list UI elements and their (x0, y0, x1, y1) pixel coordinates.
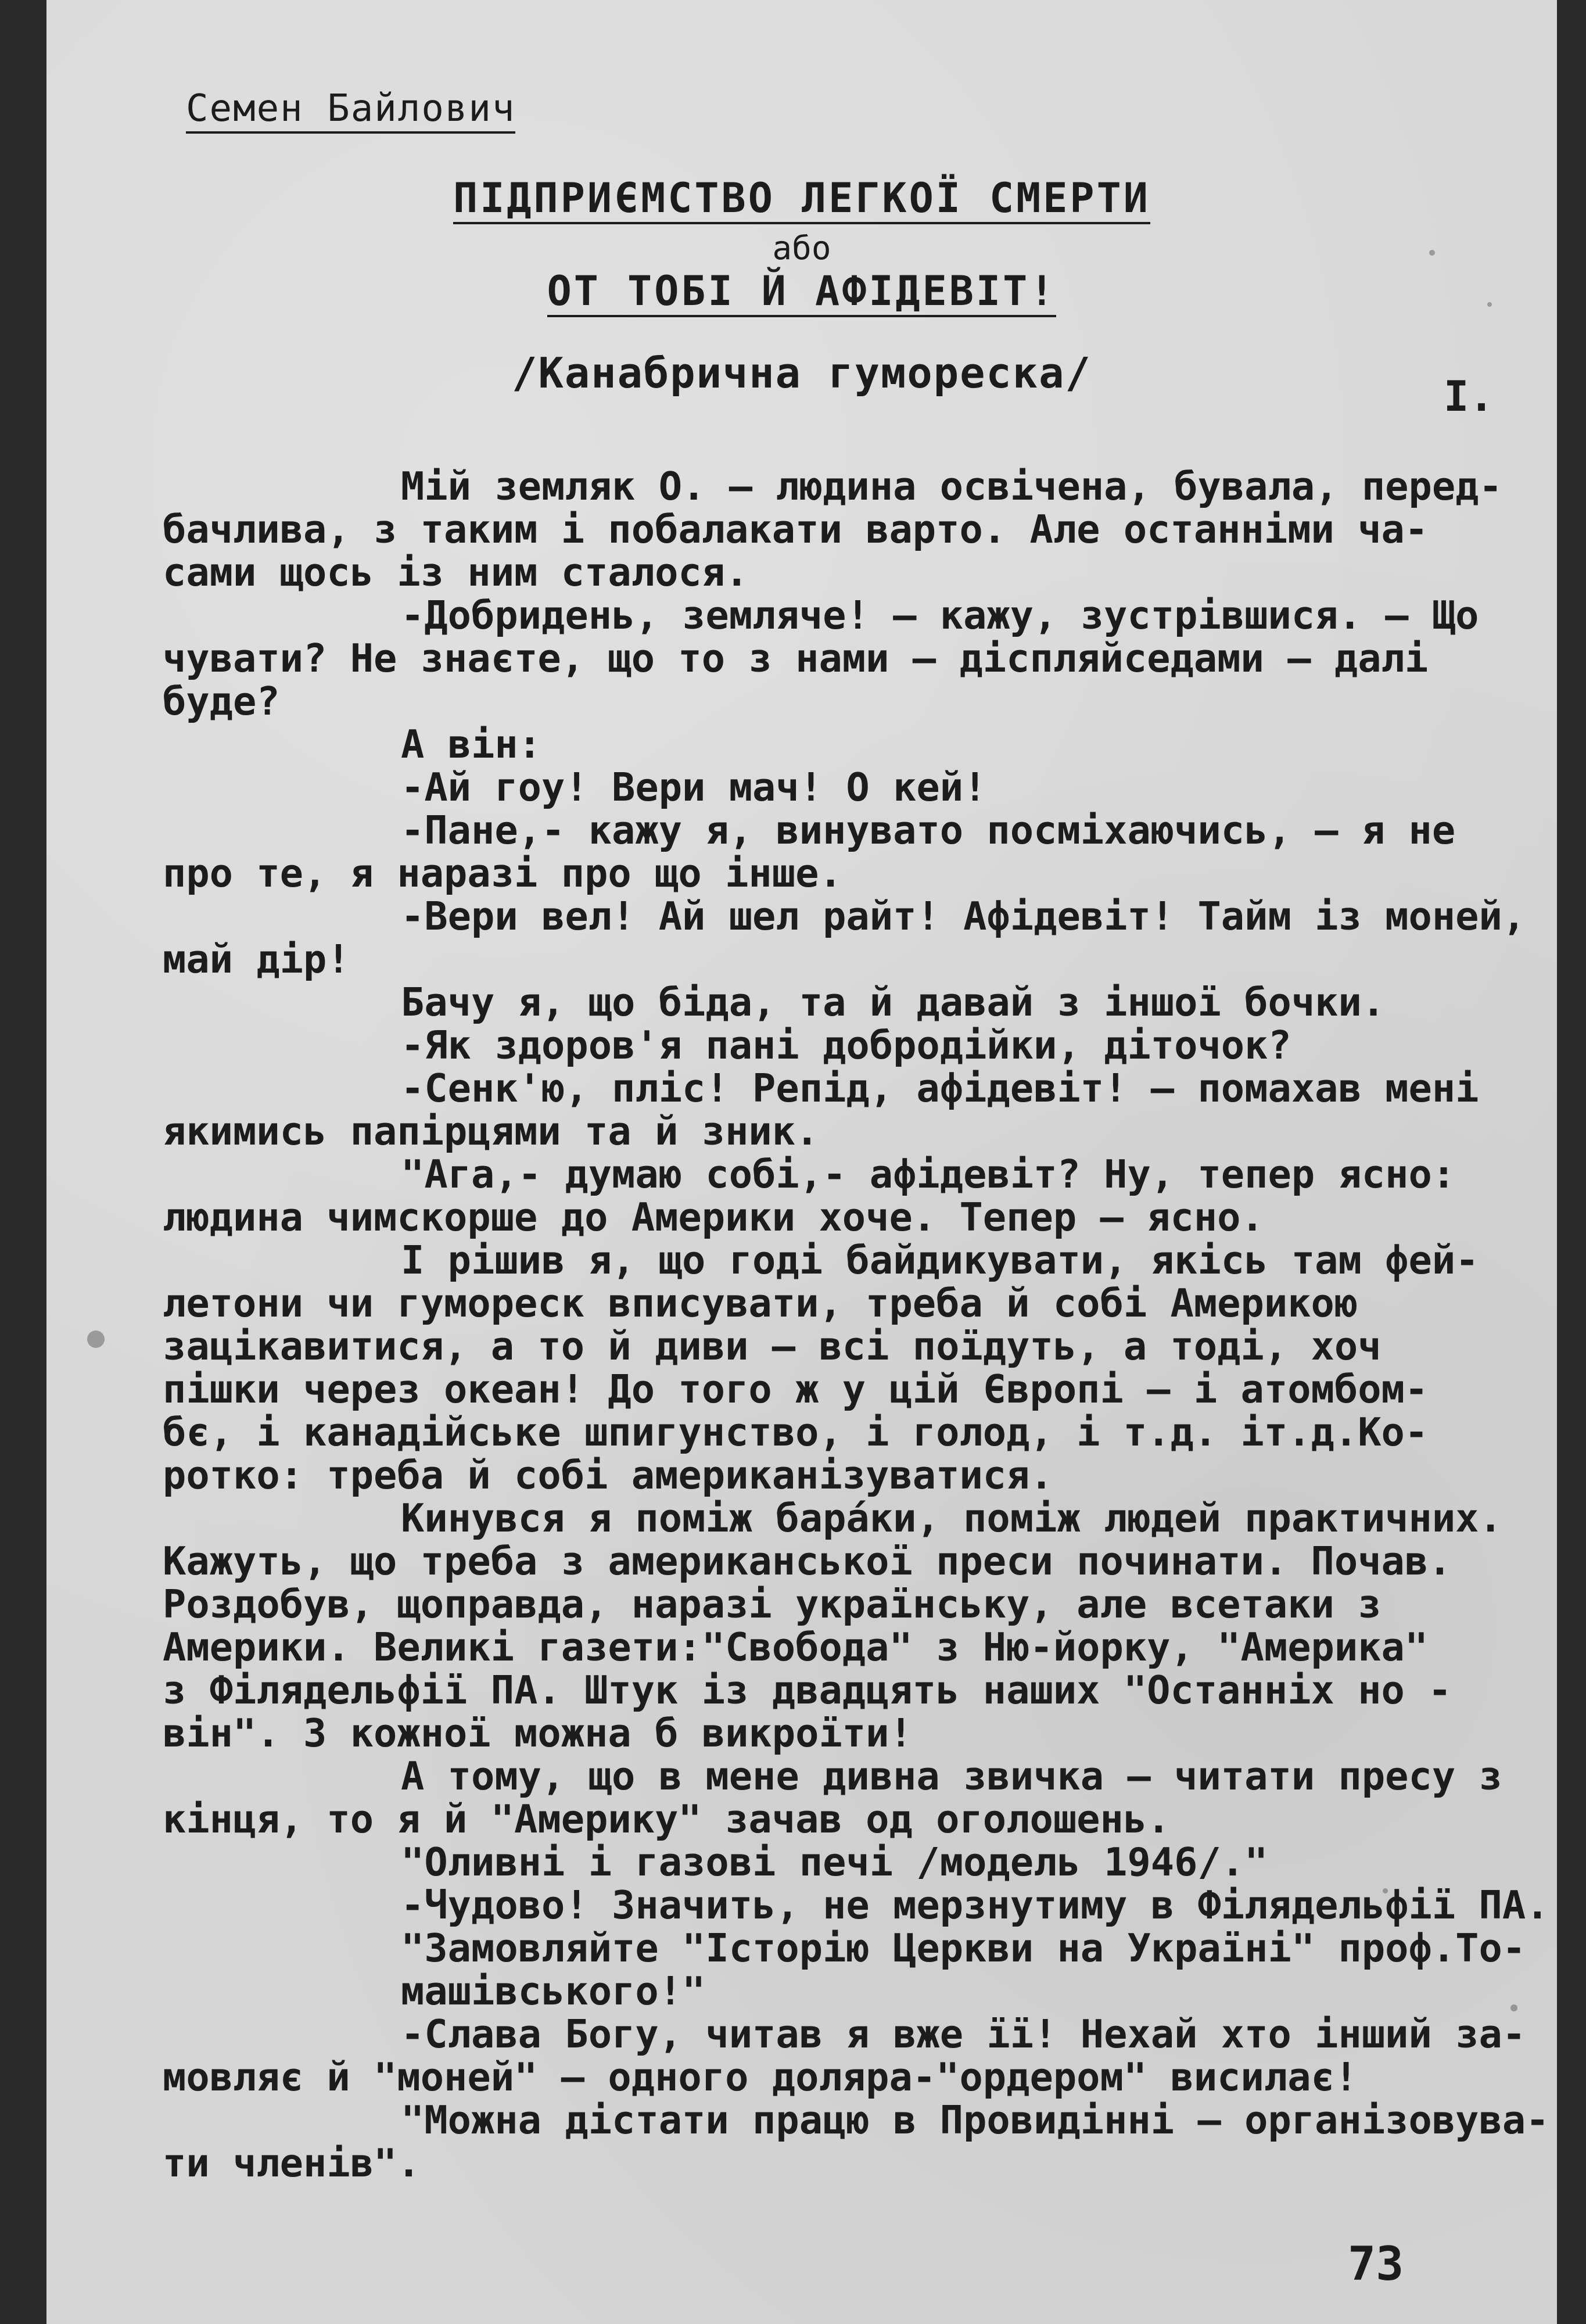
text-line: май дір! (163, 937, 350, 982)
scan-speck (1510, 2004, 1517, 2011)
text-line: -Добридень, земляче! – кажу, зустрівшися. – Що (401, 593, 1479, 638)
scan-speck (1487, 302, 1492, 307)
text-line: буде? (163, 679, 280, 724)
text-line: бачлива, з таким і побалакати варто. Але останніми ча- (163, 507, 1429, 552)
text-line: І рішив я, що годі байдикувати, якісь там фей- (401, 1238, 1479, 1283)
text-line: про те, я наразі про що інше. (163, 851, 842, 896)
text-line: ротко: треба й собі американізуватися. (163, 1452, 1053, 1498)
text-line: Америки. Великі газети:"Свобода" з Ню-йорку, "Америка" (163, 1624, 1429, 1670)
text-line: зацікавитися, а то й диви – всі поїдуть, а тоді, хоч (163, 1324, 1382, 1369)
title-main: ПІДПРИЄМСТВО ЛЕГКОЇ СМЕРТИ (453, 174, 1150, 224)
text-line: бє, і канадійське шпигунство, і голод, і т.д. іт.д.Ко- (163, 1410, 1429, 1455)
text-line: Мій земляк О. – людина освічена, бувала, перед- (401, 464, 1502, 509)
text-line: Бачу я, що біда, та й давай з іншої бочки. (401, 980, 1386, 1025)
author-name: Семен Байлович (186, 87, 515, 134)
text-line: А тому, що в мене дивна звичка – читати пресу з (401, 1753, 1502, 1799)
text-line: Кажуть, що треба з американської преси починати. Почав. (163, 1538, 1452, 1584)
text-line: -Чудово! Значить, не мерзнутиму в Філядельфії ПА. (401, 1882, 1549, 1928)
text-line: А він: (401, 722, 542, 767)
text-line: -Сенк'ю, пліс! Репід, афідевіт! – помахав мені (401, 1066, 1479, 1111)
title-line-1 (46, 174, 1557, 222)
scan-speck (1383, 1888, 1388, 1893)
text-line: чувати? Не знаєте, що то з нами – діспляйседами – далі (163, 636, 1429, 681)
text-line: "Замовляйте "Історію Церкви на Україні" проф.То- (401, 1925, 1526, 1971)
title-alternate: ОТ ТОБІ Й АФІДЕВІТ! (547, 267, 1057, 317)
document-page (46, 0, 1557, 2324)
text-line: "Можна дістати працю в Провидінні – організовува- (401, 2097, 1549, 2143)
text-line: ти членів". (163, 2140, 421, 2186)
text-line: якимись папірцями та й зник. (163, 1109, 819, 1154)
title-conjunction: або (772, 229, 831, 267)
text-line: -Вери вел! Ай шел райт! Афідевіт! Тайм із моней, (401, 894, 1526, 939)
text-line: машівського!" (401, 1968, 706, 2014)
body-text (163, 464, 1549, 2186)
text-line: "Ага,- думаю собі,- афідевіт? Ну, тепер ясно: (401, 1152, 1456, 1197)
text-line: Роздобув, щоправда, наразі українську, але всетаки з (163, 1581, 1382, 1627)
text-line: летони чи гумореск вписувати, треба й собі Америкою (163, 1281, 1358, 1326)
text-line: сами щось із ним сталося. (163, 550, 749, 595)
text-line: людина чимскорше до Америки хоче. Тепер – ясно. (163, 1195, 1264, 1240)
text-line: "Оливні і газові печі /модель 1946/." (401, 1839, 1268, 1885)
text-line: -Ай гоу! Вери мач! О кей! (401, 765, 987, 810)
scan-speck (87, 1330, 105, 1348)
text-line: -Слава Богу, читав я вже її! Нехай хто інший за- (401, 2011, 1526, 2057)
text-line: -Як здоров'я пані добродійки, діточок? (401, 1023, 1291, 1068)
page-number: 73 (1348, 2237, 1404, 2291)
text-line: кінця, то я й "Америку" зачав од оголошень. (163, 1796, 1171, 1842)
text-line: мовляє й "моней" – одного доляра-"ордером" висилає! (163, 2054, 1358, 2100)
text-line: пішки через океан! До того ж у цій Європі – і атомбом- (163, 1367, 1429, 1412)
scan-speck (1429, 250, 1435, 256)
title-line-3 (46, 267, 1557, 315)
subtitle: /Канабрична гумореска/ (512, 349, 1092, 397)
text-line: Кинувся я поміж барáки, поміж людей практичних. (401, 1495, 1502, 1541)
text-line: -Пане,- кажу я, винувато посміхаючись, – я не (401, 808, 1456, 853)
section-number: І. (1444, 372, 1494, 421)
text-line: з Філядельфії ПА. Штук із двадцять наших "Останніх но - (163, 1667, 1452, 1713)
text-line: він". З кожної можна б викроїти! (163, 1710, 913, 1756)
